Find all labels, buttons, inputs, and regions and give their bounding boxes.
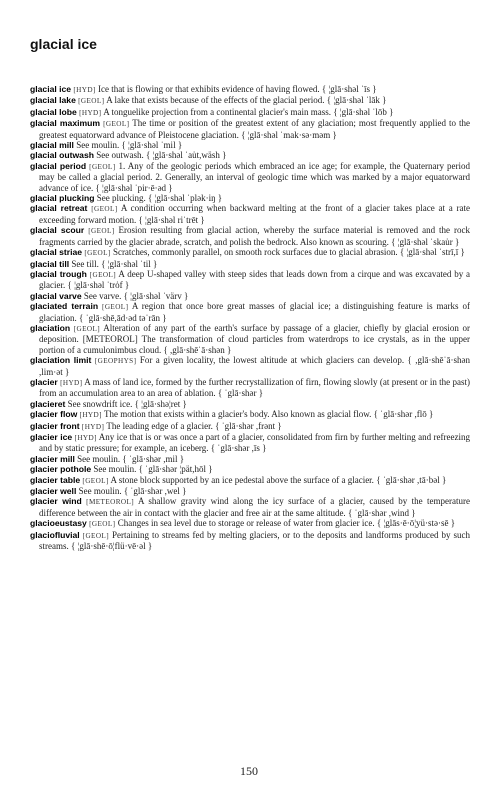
entry-pronunciation: { ¦glā·shəl ˈpir·ē·əd }: [95, 182, 173, 193]
entry-term: glacial period: [30, 160, 87, 171]
entry-definition: A stone block supported by an ice pedestal above the surface of a glacier.: [110, 474, 374, 485]
entry-pronunciation: { ¦glā·shəl ˈmak·sə·məm }: [241, 129, 337, 140]
entry-definition: See moulin.: [93, 464, 137, 475]
dictionary-entry: [30, 464, 470, 474]
entry-definition: See till.: [71, 258, 99, 269]
entry-definition: The time or position of the greatest extent of any glaciation; most frequently applied to the greatest equatorward advance of Pleistocene glaciation.: [39, 118, 470, 140]
entry-field-label: [GEOL]: [89, 162, 116, 171]
entry-term: glacial ice: [30, 84, 72, 94]
entry-field-label: [GEOL]: [89, 270, 117, 279]
entry-definition: Erosion resulting from glacial action, whereby the surface material is removed and the rock fragments carried by the glacier abrade, scratch, and polish the bedrock. Also known as scouring.: [39, 225, 470, 247]
dictionary-entry: [30, 421, 470, 432]
entry-pronunciation: { ˈglā·shər ,wind }: [347, 507, 416, 518]
entry-field-label: [GEOL]: [91, 205, 118, 214]
dictionary-entry: [30, 486, 470, 496]
entry-pronunciation: { ˈglā·shər }: [217, 388, 264, 399]
entry-field-label: [GEOL]: [73, 324, 101, 333]
entry-definition: The leading edge of a glacier.: [106, 420, 213, 431]
entry-pronunciation: { ˈglā·shər ¦pät,hōl }: [138, 464, 213, 475]
entry-field-label: [GEOL]: [88, 227, 115, 236]
entry-field-label: [METEOROL]: [86, 498, 135, 507]
dictionary-entry: [30, 475, 470, 486]
entry-term: glaciofluvial: [30, 529, 80, 540]
dictionary-entry: [30, 518, 470, 529]
entry-term: glacier front: [30, 420, 80, 431]
entry-term: glacier table: [30, 474, 81, 485]
entry-pronunciation: { ˈglā·shē,ād·əd təˈrān }: [79, 312, 167, 323]
entry-pronunciation: { ˈglā·shər ,frənt }: [215, 420, 282, 431]
entry-term: glacial plucking: [30, 193, 95, 204]
entry-field-label: [HYD]: [74, 434, 97, 442]
dictionary-entry: [30, 399, 470, 409]
dictionary-entry: [30, 496, 470, 518]
page-number: 150: [240, 764, 258, 778]
entry-definition: Any ice that is or was once a part of a glacier, consolidated from firn by further melting and refreezing and by static pressure; for example, an iceberg.: [39, 432, 471, 454]
entry-pronunciation: { ¦glā·shəl ˈmil }: [121, 140, 183, 151]
entry-field-label: [HYD]: [79, 411, 102, 420]
entry-definition: See plucking.: [96, 193, 146, 204]
entry-term: glacier wind: [30, 496, 82, 507]
dictionary-entry: [30, 225, 470, 247]
entry-definition: See moulin.: [78, 486, 122, 497]
dictionary-entry: [30, 203, 470, 225]
entry-field-label: [GEOL]: [102, 303, 129, 312]
entry-definition: The motion that exists within a glacier's body. Also known as glacial flow.: [103, 409, 372, 420]
dictionary-entry: [30, 259, 470, 269]
entry-field-label: [GEOL]: [89, 520, 116, 529]
dictionary-entry: [30, 291, 470, 301]
entry-pronunciation: { ¦glā·shəl ˈtil }: [101, 258, 158, 269]
entry-pronunciation: { ¦glā·shəl riˈtrēt }: [138, 214, 205, 225]
dictionary-entry: [30, 140, 470, 150]
entry-pronunciation: { ,glā·shēˈā·shən }: [163, 344, 232, 355]
entry-pronunciation: { ¦glā·shəl ˈlāk }: [326, 95, 387, 106]
entry-field-label: [GEOL]: [78, 97, 105, 106]
entry-definition: See outwash.: [96, 150, 144, 161]
entry-definition: 1. Any of the geologic periods which embraced an ice age; for example, the Quaternary period may be called a glacial period. 2. Generally, an interval of geologic time which was marked by a major equatorward advance of ice.: [39, 160, 471, 193]
entry-pronunciation: { ,glā·shēˈā·shən ,lim·ət }: [39, 355, 471, 377]
entry-term: glaciated terrain: [30, 301, 99, 312]
entry-definition: A shallow gravity wind along the icy surface of a glacier, caused by the temperature difference between the air in contact with the glacier and free air at the same altitude.: [39, 496, 470, 518]
entry-definition: A tonguelike projection from a continental glacier's main mass.: [103, 106, 331, 117]
entry-term: glacial scour: [30, 225, 85, 236]
entry-pronunciation: { ˈglā·shər ,īs }: [210, 443, 267, 454]
entry-field-label: [GEOPHYS]: [94, 357, 137, 366]
entry-pronunciation: { ¦glā·shəl ˈskau̇r }: [391, 236, 460, 247]
entry-term: glacial lake: [30, 95, 76, 106]
entry-pronunciation: { ¦glā·shə¦ret }: [134, 398, 187, 409]
entry-term: glacier well: [30, 486, 77, 497]
entry-field-label: [HYD]: [79, 108, 102, 117]
entry-pronunciation: { ¦glā·shəl ˈtrȯf }: [67, 280, 130, 291]
entry-term: glacial varve: [30, 290, 82, 301]
entry-definition: A deep U-shaped valley with steep sides that leads down from a cirque and was excavated by a glacier.: [39, 268, 470, 291]
entry-field-label: [HYD]: [73, 86, 96, 94]
entry-pronunciation: { ¦glā·shəl ˈau̇t,wäsh }: [146, 150, 227, 161]
entries-list: [30, 84, 470, 551]
entry-definition: Ice that is flowing or that exhibits evidence of having flowed.: [97, 84, 320, 94]
entry-pronunciation: { ˈglā·shər ,mil }: [122, 453, 185, 464]
dictionary-entry: [30, 84, 470, 95]
dictionary-entry: [30, 323, 470, 355]
entry-term: glacieret: [30, 398, 66, 409]
dictionary-entry: [30, 118, 470, 140]
entry-definition: A region that once bore great masses of glacial ice; a distinguishing feature is marks of glaciation.: [39, 301, 470, 323]
dictionary-entry: [30, 530, 470, 552]
entry-pronunciation: { ˈglā·shər ,wel }: [123, 486, 187, 497]
entry-definition: A lake that exists because of the effects of the glacial period.: [106, 95, 325, 106]
entry-term: glacial mill: [30, 140, 74, 151]
dictionary-entry: [30, 409, 470, 420]
entry-definition: Alteration of any part of the earth's surface by passage of a glacier, chiefly by glacial erosion or deposition. [METEOROL] The transformation of cloud particles from waterdrops to ice crystals, as in the upper portion of a cumulonimbus cloud.: [39, 322, 471, 355]
entry-pronunciation: { ¦glā·shəl ˈstrī,ī }: [399, 247, 465, 258]
entry-pronunciation: { ¦glā·shəl ˈīs }: [321, 84, 377, 94]
entry-term: glacier: [30, 376, 58, 387]
entry-definition: Pertaining to streams fed by melting glaciers, or to the deposits and landforms produced by such streams.: [39, 529, 471, 552]
entry-definition: See moulin.: [76, 140, 120, 151]
entry-pronunciation: { ¦glā·shəl ˈvärv }: [123, 290, 189, 301]
entry-term: glacial lobe: [30, 106, 77, 117]
entry-definition: A mass of land ice, formed by the further recrystallization of firn, flowing slowly (at present or in the past) from an accumulation area to an area of ablation.: [39, 376, 471, 399]
entry-field-label: [GEOL]: [82, 531, 110, 540]
entry-definition: See varve.: [83, 290, 122, 301]
entry-term: glacial striae: [30, 247, 83, 258]
entry-pronunciation: { ¦glā·shē·ō¦flü·vē·əl }: [71, 541, 153, 552]
entry-definition: Scratches, commonly parallel, on smooth rock surfaces due to glacial abrasion.: [112, 247, 398, 258]
dictionary-entry: [30, 269, 470, 291]
entry-term: glacial outwash: [30, 150, 94, 161]
entry-term: glacial till: [30, 258, 70, 269]
dictionary-entry: [30, 95, 470, 106]
dictionary-entry: [30, 454, 470, 464]
entry-term: glacial maximum: [30, 118, 101, 129]
entry-field-label: [GEOL]: [84, 249, 111, 258]
entry-field-label: [HYD]: [81, 422, 105, 431]
dictionary-entry: [30, 377, 470, 399]
entry-term: glacioeustasy: [30, 518, 87, 529]
entry-definition: For a given locality, the lowest altitude at which glaciers can develop.: [139, 355, 405, 366]
dictionary-entry: [30, 193, 470, 203]
entry-term: glacial retreat: [30, 203, 88, 214]
dictionary-entry: [30, 107, 470, 118]
dictionary-entry: [30, 355, 470, 377]
entry-term: glacier pothole: [30, 464, 92, 475]
entry-field-label: [GEOL]: [103, 120, 130, 129]
entry-term: glacier mill: [30, 453, 75, 464]
entry-pronunciation: { ˈglā·shər ,tā·bəl }: [376, 474, 447, 485]
entry-term: glacial trough: [30, 268, 87, 279]
entry-term: glacier ice: [30, 432, 73, 442]
entry-field-label: [GEOL]: [82, 476, 109, 485]
entry-pronunciation: { ¦glā·shəl ˈlōb }: [333, 106, 394, 117]
entry-definition: A condition occurring when backward melting at the front of a glacier takes place at a rate exceeding forward motion.: [39, 203, 471, 225]
entry-pronunciation: { ˈglā·shər ,flō }: [373, 409, 434, 420]
dictionary-entry: [30, 150, 470, 160]
entry-term: glaciation: [30, 322, 71, 333]
page-header-guideword: glacial ice: [30, 36, 97, 52]
dictionary-entry: [30, 161, 470, 193]
entry-term: glacier flow: [30, 409, 78, 420]
dictionary-entry: [30, 301, 470, 323]
entry-definition: See snowdrift ice.: [67, 398, 133, 409]
entry-term: glaciation limit: [30, 355, 92, 366]
dictionary-entry: [30, 247, 470, 258]
dictionary-entry: [30, 432, 470, 454]
entry-pronunciation: { ¦glā·shəl ˈplək·iŋ }: [147, 193, 223, 204]
entry-field-label: [HYD]: [60, 378, 83, 387]
entry-definition: See moulin.: [77, 453, 121, 464]
entry-pronunciation: { ¦glās·ē·ō¦yü·stə·sē }: [376, 518, 456, 529]
entry-definition: Changes in sea level due to storage or release of water from glacier ice.: [117, 518, 375, 529]
